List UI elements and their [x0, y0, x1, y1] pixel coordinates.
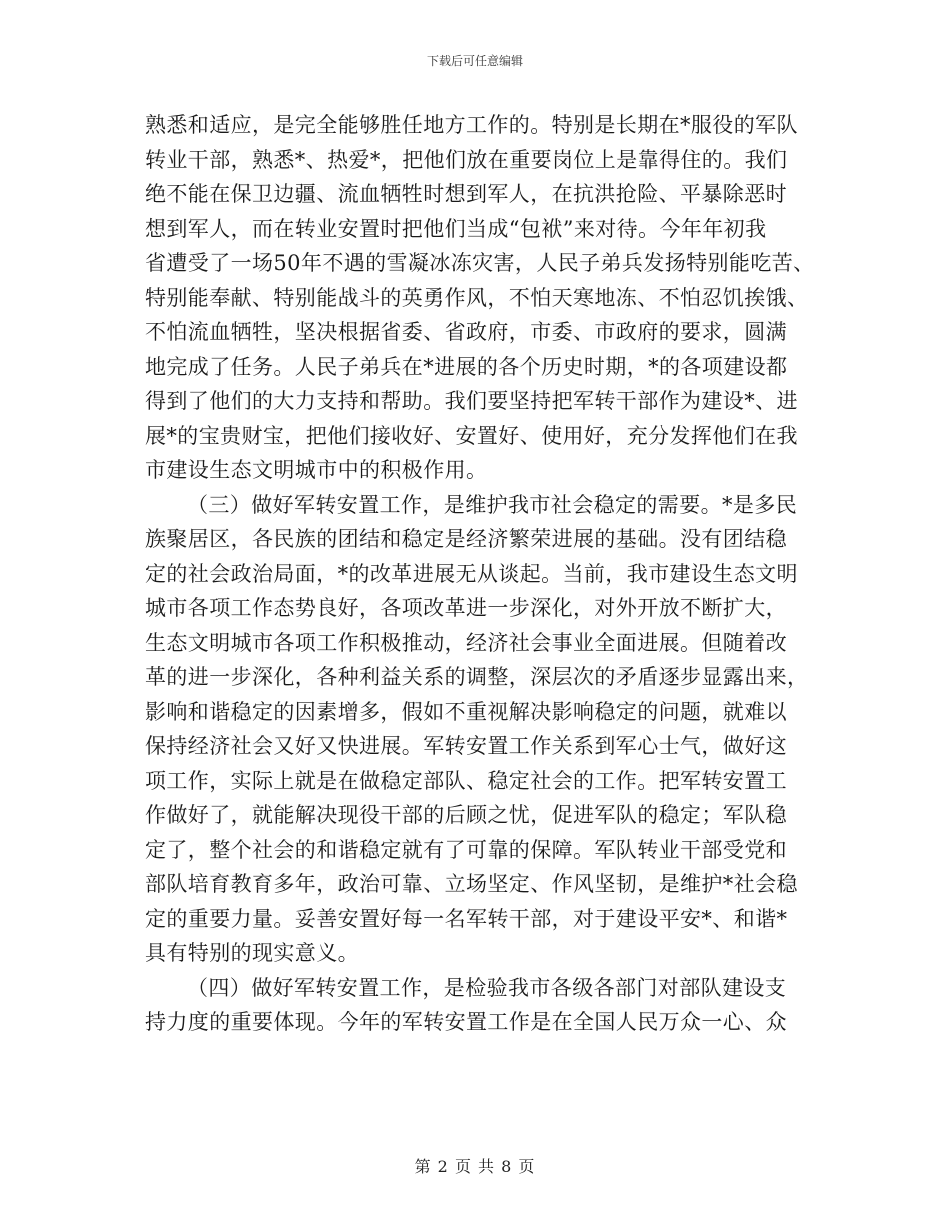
body-line: 生态文明城市各项工作积极推动，经济社会事业全面进展。但随着改 — [145, 630, 787, 655]
body-line: 定的重要力量。妥善安置好每一名军转干部，对于建设平安*、和谐* — [145, 906, 788, 931]
page-number: 第 2 页 共 8 页 — [414, 1157, 536, 1176]
body-line: 特别能奉献、特别能战斗的英勇作风，不怕天寒地冻、不怕忍饥挨饿、 — [145, 285, 809, 310]
body-line: 城市各项工作态势良好，各项改革进一步深化，对外开放不断扩大， — [145, 596, 787, 620]
body-line: 定的社会政治局面，*的改革进展无从谈起。当前，我市建设生态文明 — [145, 561, 798, 586]
paragraph-start-line: （三）做好军转安置工作，是维护我市社会稳定的需要。*是多民 — [187, 492, 798, 517]
body-line: 具有特别的现实意义。 — [145, 941, 359, 965]
body-line: 想到军人，而在转业安置时把他们当成“包袱”来对待。今年年初我 — [145, 216, 767, 241]
body-line: 定了，整个社会的和谐稳定就有了可靠的保障。军队转业干部受党和 — [145, 837, 787, 862]
body-line: 作做好了，就能解决现役干部的后顾之忧，促进军队的稳定；军队稳 — [145, 803, 787, 827]
header-note: 下载后可任意编辑 — [426, 54, 523, 68]
body-line: 得到了他们的大力支持和帮助。我们要坚持把军转干部作为建设*、进 — [145, 389, 798, 413]
body-line: 转业干部，熟悉*、热爱*，把他们放在重要岗位上是靠得住的。我们 — [145, 147, 788, 172]
body-line: 绝不能在保卫边疆、流血牺牲时想到军人，在抗洪抢险、平暴除恶时 — [145, 182, 787, 206]
body-line: 地完成了任务。人民子弟兵在*进展的各个历史时期，*的各项建设都 — [145, 354, 788, 379]
body-line: 展*的宝贵财宝，把他们接收好、安置好、使用好，充分发挥他们在我 — [145, 423, 798, 448]
body-line: 持力度的重要体现。今年的军转安置工作是在全国人民万众一心、众 — [145, 1010, 787, 1034]
body-line: 影响和谐稳定的因素增多，假如不重视解决影响稳定的问题，就难以 — [145, 699, 787, 724]
document-body — [145, 108, 815, 1040]
paragraph-start-line: （四）做好军转安置工作，是检验我市各级各部门对部队建设支 — [187, 975, 787, 1000]
body-line: 省遭受了一场50年不遇的雪凝冰冻灾害，人民子弟兵发扬特别能吃苦、 — [145, 251, 815, 275]
body-line: 不怕流血牺牲，坚决根据省委、省政府，市委、市政府的要求，圆满 — [145, 320, 787, 344]
body-line: 革的进一步深化，各种利益关系的调整，深层次的矛盾逐步显露出来， — [145, 665, 809, 689]
body-line: 部队培育教育多年，政治可靠、立场坚定、作风坚韧，是维护*社会稳 — [145, 872, 798, 896]
body-line: 市建设生态文明城市中的积极作用。 — [145, 458, 488, 482]
body-line: 项工作，实际上就是在做稳定部队、稳定社会的工作。把军转安置工 — [145, 768, 787, 793]
body-line: 保持经济社会又好又快进展。军转安置工作关系到军心士气，做好这 — [145, 734, 787, 758]
body-line: 族聚居区，各民族的团结和稳定是经济繁荣进展的基础。没有团结稳 — [145, 527, 787, 551]
body-line: 熟悉和适应，是完全能够胜任地方工作的。特别是长期在*服役的军队 — [145, 113, 798, 137]
